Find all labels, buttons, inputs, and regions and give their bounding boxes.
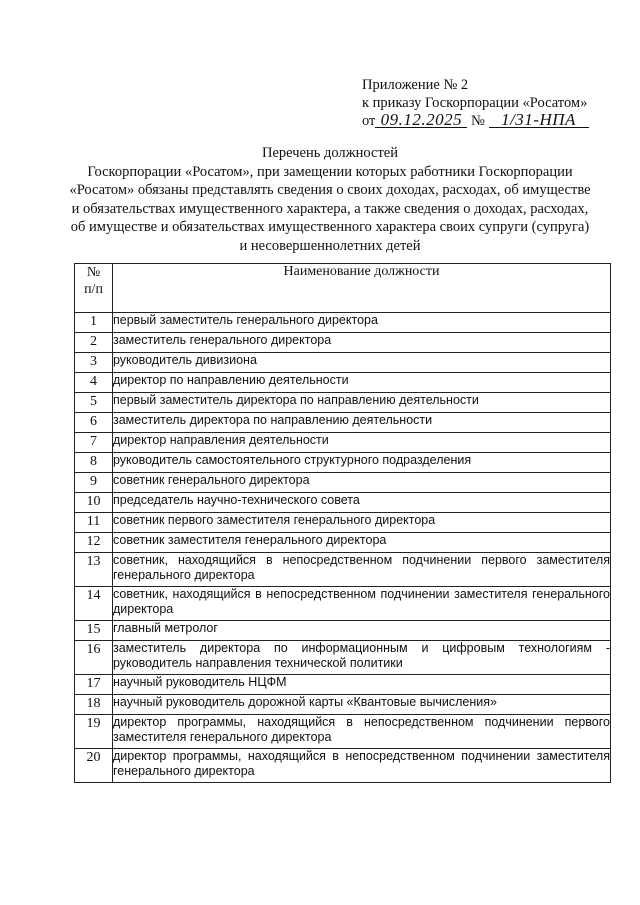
table-row [75,313,611,333]
table-row [75,453,611,473]
row-number: 13 [75,553,113,587]
row-position-name: председатель научно-технического совета [113,493,611,513]
table-row [75,393,611,413]
table-row [75,749,611,783]
order-number: 1/31-НПА [489,112,589,128]
row-position-name: советник заместителя генерального директора [113,533,611,553]
from-label: от [362,113,376,129]
row-number: 16 [75,641,113,675]
row-position-name: директор по направлению деятельности [113,373,611,393]
row-position-name: первый заместитель директора по направлению деятельности [113,393,611,413]
header-number-abbr: п/п [84,282,103,297]
appendix-date-line [362,112,589,130]
table-row [75,553,611,587]
appendix-title: Приложение № 2 [362,77,469,93]
row-position-name: директор программы, находящийся в непосредственном подчинении заместителя генерального директора [113,749,611,783]
row-position-name: советник первого заместителя генерального директора [113,513,611,533]
row-position-name: первый заместитель генерального директора [113,313,611,333]
document-heading [68,144,592,256]
table-row [75,715,611,749]
row-position-name: советник, находящийся в непосредственном подчинении первого заместителя генерального директора [113,553,611,587]
row-number: 7 [75,433,113,453]
header-position-name: Наименование должности [113,264,611,313]
row-number: 11 [75,513,113,533]
row-position-name: советник генерального директора [113,473,611,493]
table-row [75,621,611,641]
header-number-sign: № [86,265,101,280]
document-title: Перечень должностей [262,145,398,161]
table-row [75,433,611,453]
row-position-name: научный руководитель НЦФМ [113,675,611,695]
appendix-block [362,76,589,130]
table-row [75,695,611,715]
row-number: 19 [75,715,113,749]
row-number: 1 [75,313,113,333]
row-position-name: руководитель самостоятельного структурного подразделения [113,453,611,473]
table-row [75,473,611,493]
table-row [75,373,611,393]
row-position-name: заместитель директора по направлению деятельности [113,413,611,433]
order-date: 09.12.2025 [375,112,467,128]
row-position-name: директор программы, находящийся в непосредственном подчинении первого заместителя генерального директора [113,715,611,749]
row-number: 14 [75,587,113,621]
table-row [75,493,611,513]
table-row [75,513,611,533]
row-position-name: руководитель дивизиона [113,353,611,373]
row-position-name: научный руководитель дорожной карты «Квантовые вычисления» [113,695,611,715]
row-position-name: заместитель генерального директора [113,333,611,353]
table-body [75,313,611,783]
row-number: 9 [75,473,113,493]
positions-table [74,263,611,783]
row-number: 8 [75,453,113,473]
row-number: 3 [75,353,113,373]
row-position-name: советник, находящийся в непосредственном подчинении заместителя генерального директора [113,587,611,621]
row-position-name: заместитель директора по информационным и цифровым технологиям - руководитель направления технической политики [113,641,611,675]
document-subtitle: Госкорпорации «Росатом», при замещении которых работники Госкорпорации «Росатом» обязаны представлять сведения о своих доходах, расходах, об имуществе и обязательствах имущественного характера, а также сведения о доходах, расходах, об имуществе и обязательствах имущественного характера своих супруги (супруга) и несовершеннолетних детей [69,163,591,254]
table-row [75,333,611,353]
row-number: 4 [75,373,113,393]
number-label: № [471,113,485,129]
table-row [75,533,611,553]
table-row [75,587,611,621]
table-row [75,641,611,675]
row-position-name: директор направления деятельности [113,433,611,453]
row-number: 5 [75,393,113,413]
row-number: 10 [75,493,113,513]
table-header-row [75,264,611,313]
row-number: 18 [75,695,113,715]
row-number: 2 [75,333,113,353]
table-row [75,353,611,373]
row-position-name: главный метролог [113,621,611,641]
row-number: 15 [75,621,113,641]
row-number: 17 [75,675,113,695]
appendix-order-ref: к приказу Госкорпорации «Росатом» [362,95,588,111]
table-row [75,413,611,433]
row-number: 20 [75,749,113,783]
header-number [75,264,113,313]
table-row [75,675,611,695]
row-number: 12 [75,533,113,553]
row-number: 6 [75,413,113,433]
